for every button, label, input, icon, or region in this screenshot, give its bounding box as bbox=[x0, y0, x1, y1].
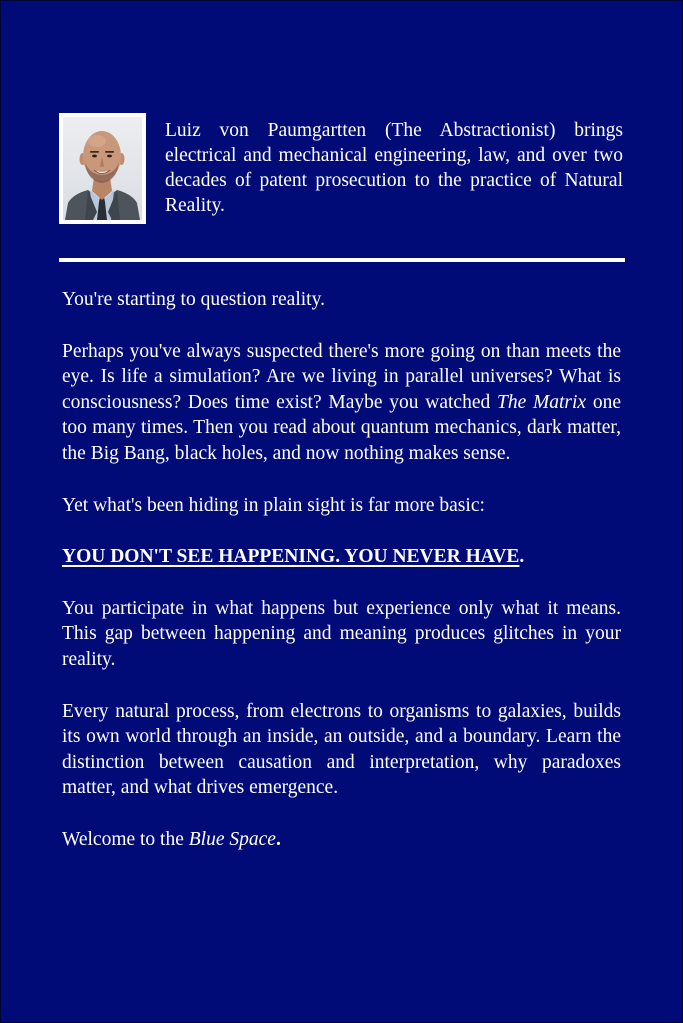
paragraph-welcome bbox=[62, 827, 621, 853]
paragraph-questions-text-2: one too many times. Then you read about quantum mechanics, dark matter, the Big Bang, black holes, and now nothing makes sense. bbox=[62, 391, 621, 464]
author-bio: Luiz von Paumgartten (The Abstractionist) brings electrical and mechanical engineering, law, and over two decades of patent prosecution to the practice of Natural Reality. bbox=[165, 120, 623, 216]
paragraph-questions-text-1: Perhaps you've always suspected there's more going on than meets the eye. Is life a simulation? Are we living in parallel universes? What is consciousness? Does time exist? Maybe you watched bbox=[62, 340, 621, 413]
paragraph-questions bbox=[62, 339, 621, 467]
welcome-text: Welcome to the bbox=[62, 828, 189, 850]
paragraph-process: Every natural process, from electrons to organisms to galaxies, builds its own world through an inside, an outside, and a boundary. Learn the distinction between causation and interpretation, why paradoxes matter, and what drives emergence. bbox=[62, 700, 621, 799]
paragraph-opening: You're starting to question reality. bbox=[62, 289, 325, 310]
section-divider bbox=[59, 258, 625, 262]
book-description bbox=[62, 287, 621, 879]
headline-period: . bbox=[519, 546, 525, 568]
blue-space-term: Blue Space bbox=[188, 828, 276, 850]
author-photo-frame bbox=[59, 113, 146, 224]
headline-text: YOU DON'T SEE HAPPENING. YOU NEVER HAVE bbox=[62, 546, 520, 568]
paragraph-lead-in: Yet what's been hiding in plain sight is far more basic: bbox=[62, 494, 485, 516]
paragraph-participation: You participate in what happens but experience only what it means. This gap between happening and meaning produces glitches in your reality. bbox=[62, 597, 621, 670]
welcome-period: . bbox=[275, 828, 281, 850]
headline-statement bbox=[62, 544, 621, 570]
author-photo bbox=[63, 117, 142, 220]
author-section bbox=[59, 113, 623, 225]
movie-title: The Matrix bbox=[497, 391, 587, 413]
